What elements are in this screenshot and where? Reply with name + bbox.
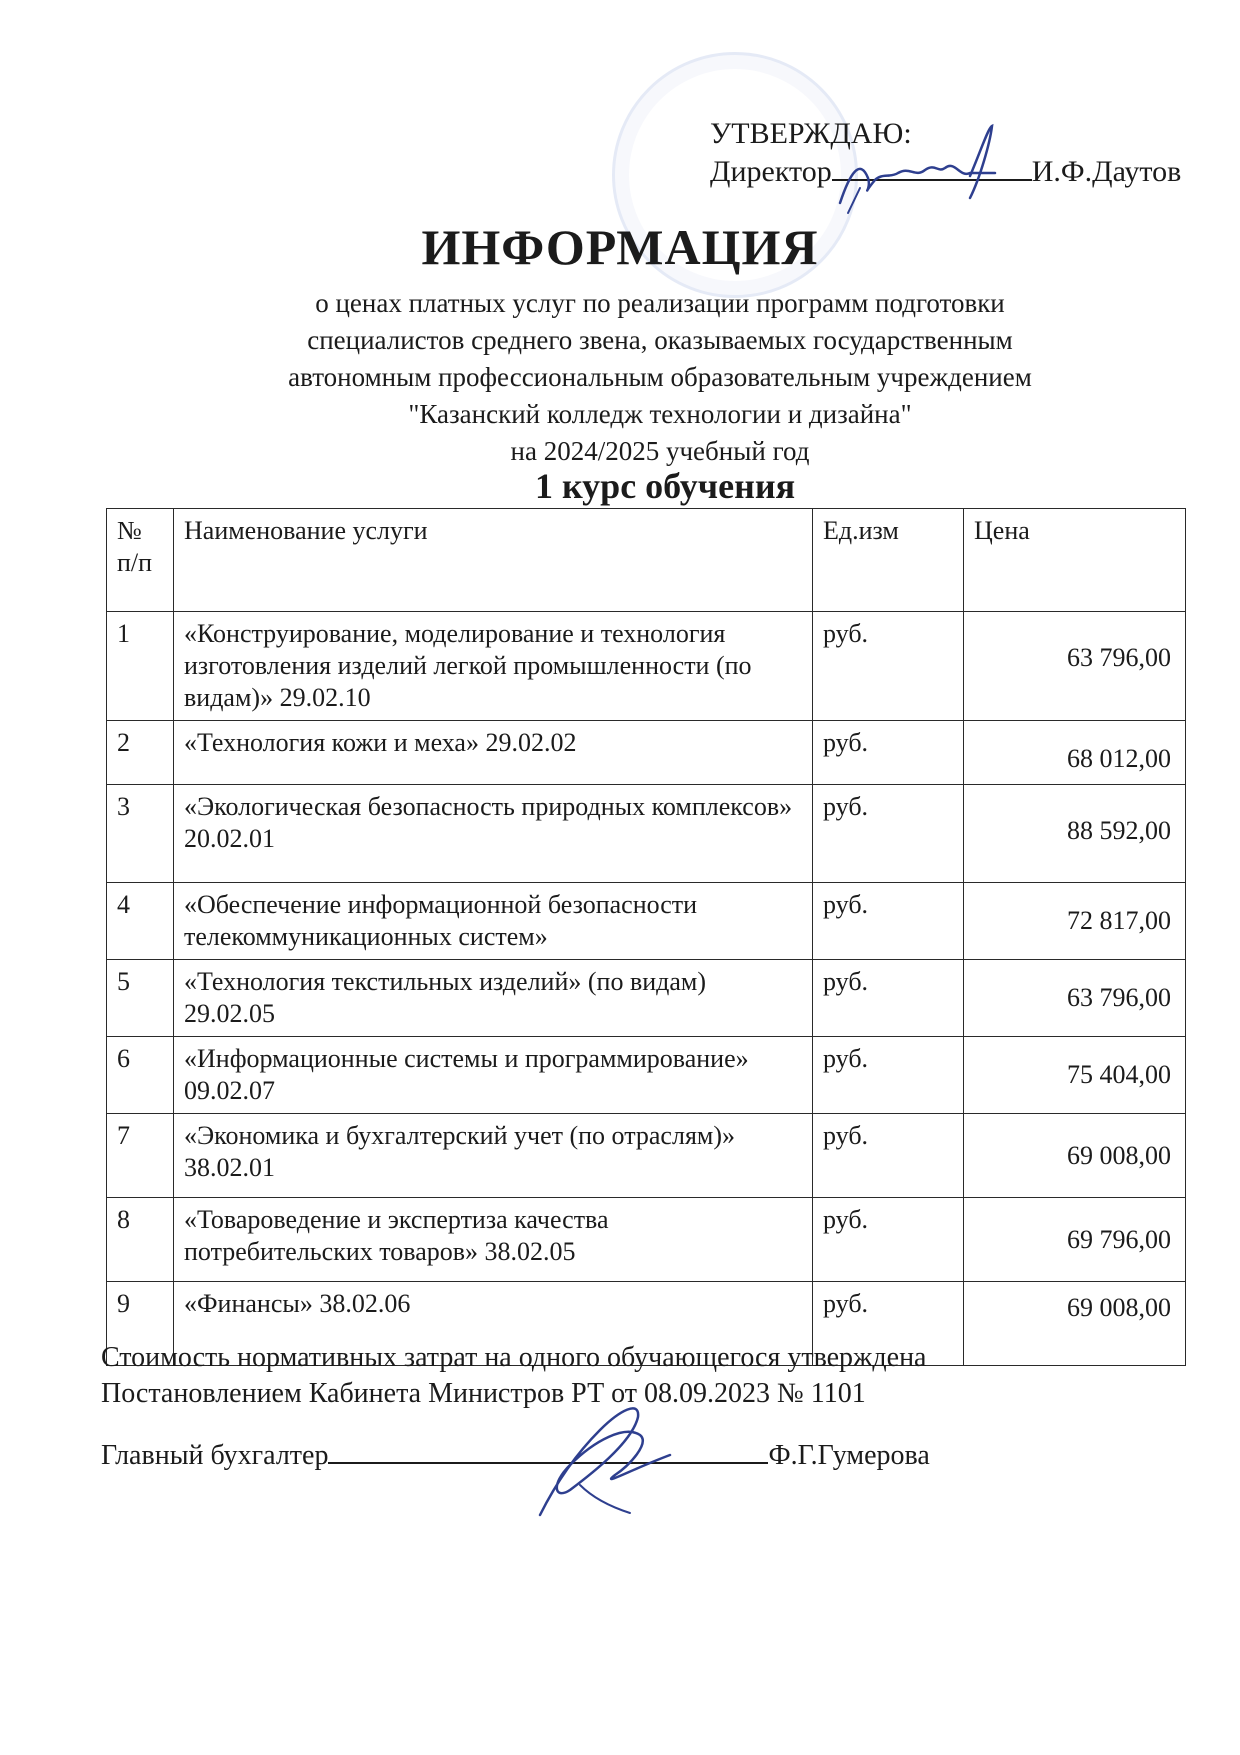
row-price: 63 796,00 <box>964 960 1186 1037</box>
subtitle-line: специалистов среднего звена, оказываемых государственным <box>307 325 1013 355</box>
row-price: 69 008,00 <box>964 1114 1186 1198</box>
row-unit: руб. <box>813 721 964 785</box>
table-row <box>107 1037 1186 1114</box>
table-row <box>107 960 1186 1037</box>
row-unit: руб. <box>813 1114 964 1198</box>
accountant-name: Ф.Г.Гумерова <box>768 1440 930 1471</box>
subtitle-line: на 2024/2025 учебный год <box>510 436 810 466</box>
row-price: 69 008,00 <box>964 1282 1186 1366</box>
row-num: 2 <box>107 721 174 785</box>
table-row <box>107 721 1186 785</box>
row-num: 5 <box>107 960 174 1037</box>
subtitle-line: автономным профессиональным образовательным учреждением <box>288 362 1032 392</box>
row-unit: руб. <box>813 612 964 721</box>
approval-heading: УТВЕРЖДАЮ: <box>710 117 912 150</box>
cost-note-line: Стоимость нормативных затрат на одного обучающегося утверждена <box>101 1342 927 1373</box>
row-name: «Технология кожи и меха» 29.02.02 <box>174 721 813 785</box>
row-num: 7 <box>107 1114 174 1198</box>
table-header-row <box>107 509 1186 612</box>
subtitle-line: о ценах платных услуг по реализации программ подготовки <box>315 288 1005 318</box>
row-num: 9 <box>107 1282 174 1366</box>
row-unit: руб. <box>813 1282 964 1366</box>
row-price: 63 796,00 <box>964 612 1186 721</box>
row-name: «Экологическая безопасность природных комплексов» 20.02.01 <box>174 785 813 883</box>
row-price: 69 796,00 <box>964 1198 1186 1282</box>
table-row <box>107 883 1186 960</box>
cost-note-line: Постановлением Кабинета Министров РТ от 08.09.2023 № 1101 <box>101 1378 866 1409</box>
director-name: И.Ф.Даутов <box>1031 155 1182 188</box>
row-name: «Информационные системы и программирование» 09.02.07 <box>174 1037 813 1114</box>
row-num: 6 <box>107 1037 174 1114</box>
row-unit: руб. <box>813 1198 964 1282</box>
table-row <box>107 1198 1186 1282</box>
row-name: «Обеспечение информационной безопасности телекоммуникационных систем» <box>174 883 813 960</box>
row-name: «Конструирование, моделирование и технология изготовления изделий легкой промышленности (по видам)» 29.02.10 <box>174 612 813 721</box>
accountant-position: Главный бухгалтер <box>101 1440 329 1471</box>
director-position: Директор <box>710 155 832 188</box>
course-heading: 1 курс обучения <box>534 466 796 506</box>
table-row <box>107 612 1186 721</box>
header-unit: Ед.изм <box>813 509 964 612</box>
table-row <box>107 1114 1186 1198</box>
row-unit: руб. <box>813 960 964 1037</box>
table-row <box>107 785 1186 883</box>
row-unit: руб. <box>813 1037 964 1114</box>
accountant-signature <box>520 1395 690 1530</box>
row-num: 3 <box>107 785 174 883</box>
row-price: 68 012,00 <box>964 721 1186 785</box>
price-table <box>106 508 1186 1366</box>
row-price: 72 817,00 <box>964 883 1186 960</box>
row-name: «Экономика и бухгалтерский учет (по отраслям)» 38.02.01 <box>174 1114 813 1198</box>
header-num: № п/п <box>107 509 174 612</box>
director-signature <box>820 118 1020 218</box>
row-name: «Технология текстильных изделий» (по видам) 29.02.05 <box>174 960 813 1037</box>
row-price: 88 592,00 <box>964 785 1186 883</box>
header-price: Цена <box>964 509 1186 612</box>
row-unit: руб. <box>813 785 964 883</box>
accountant-line <box>101 1440 930 1472</box>
row-price: 75 404,00 <box>964 1037 1186 1114</box>
document-title: ИНФОРМАЦИЯ <box>421 219 819 275</box>
header-name: Наименование услуги <box>174 509 813 612</box>
cost-note <box>101 1340 926 1412</box>
row-num: 8 <box>107 1198 174 1282</box>
row-num: 4 <box>107 883 174 960</box>
row-name: «Товароведение и экспертиза качества потребительских товаров» 38.02.05 <box>174 1198 813 1282</box>
row-name: «Финансы» 38.02.06 <box>174 1282 813 1366</box>
subtitle-line: "Казанский колледж технологии и дизайна" <box>408 399 912 429</box>
row-num: 1 <box>107 612 174 721</box>
row-unit: руб. <box>813 883 964 960</box>
document-subtitle <box>180 285 1140 470</box>
